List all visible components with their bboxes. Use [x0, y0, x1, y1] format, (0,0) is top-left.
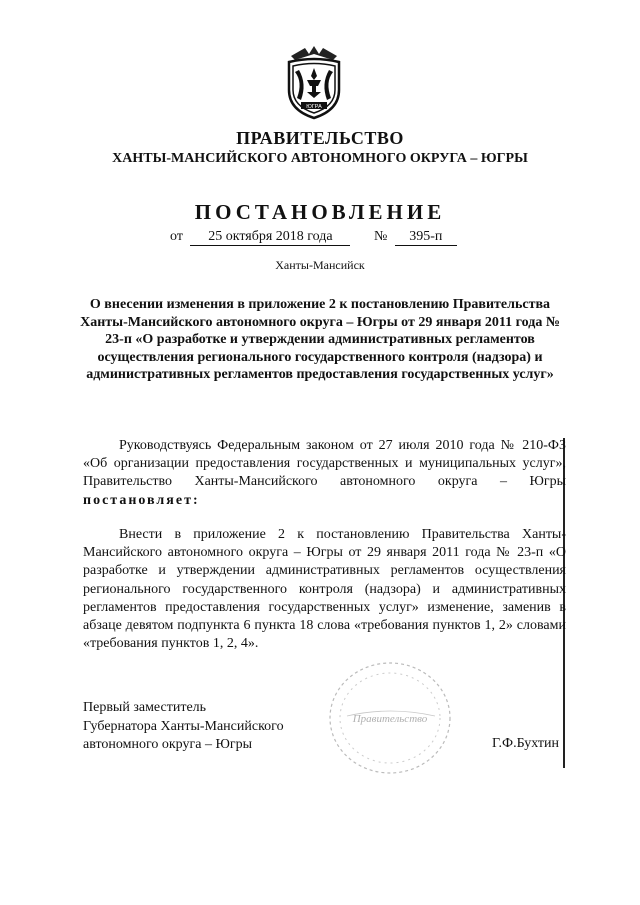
government-subtitle: ХАНТЫ-МАНСИЙСКОГО АВТОНОМНОГО ОКРУГА – ЮГРЫ — [112, 151, 528, 166]
city: Ханты-Мансийск — [275, 258, 365, 272]
body-paragraph-1 — [83, 437, 566, 510]
signer-line-1: Первый заместитель — [83, 700, 207, 715]
paragraph-1-emphasis: постановляет: — [83, 492, 200, 508]
stamp-text: Правительство — [352, 713, 428, 725]
number-prefix: № — [373, 229, 388, 244]
emblem-label: ЮГРА — [306, 104, 322, 110]
decree-subject: О внесении изменения в приложение 2 к постановлению Правительства Ханты-Мансийского автономного округа – Югры от 29 января 2011 года № 23-п «О разработке и утверждении административных регламентов осуществления регионального государственного контроля (надзора) и административных регламентов предоставления государственных услуг» — [80, 297, 560, 383]
signer-position — [83, 699, 284, 755]
official-stamp-icon — [325, 658, 455, 778]
decree-number: 395-п — [395, 229, 457, 246]
decree-date: 25 октября 2018 года — [190, 229, 350, 246]
body-paragraph-2: Внести в приложение 2 к постановлению Правительства Ханты-Мансийского автономного округа – Югры от 29 января 2011 года № 23-п «О разработке и утверждении административных регламентов осуществления регионального государственного контроля (надзора) и административных регламентов предоставления государственных услуг» изменение, заменив в абзаце девятом подпункта 6 пункта 18 слова «требования пунктов 1, 2» словами «требования пунктов 1, 2, 4». — [83, 527, 566, 652]
signer-line-2: Губернатора Ханты-Мансийского — [83, 718, 284, 734]
signer-name: Г.Ф.Бухтин — [492, 736, 560, 751]
date-prefix: от — [170, 229, 183, 244]
document-type: ПОСТАНОВЛЕНИЕ — [194, 200, 446, 224]
decree-date-line — [170, 229, 457, 246]
government-title: ПРАВИТЕЛЬСТВО — [236, 128, 404, 148]
coat-of-arms-icon — [283, 42, 345, 120]
paragraph-1-text: Руководствуясь Федеральным законом от 27 июля 2010 года № 210-ФЗ «Об организации предоставления государственных и муниципальных услуг», Правительство Ханты-Мансийского автономного округа – Югры — [83, 438, 566, 490]
signer-line-3: автономного округа – Югры — [83, 737, 252, 752]
